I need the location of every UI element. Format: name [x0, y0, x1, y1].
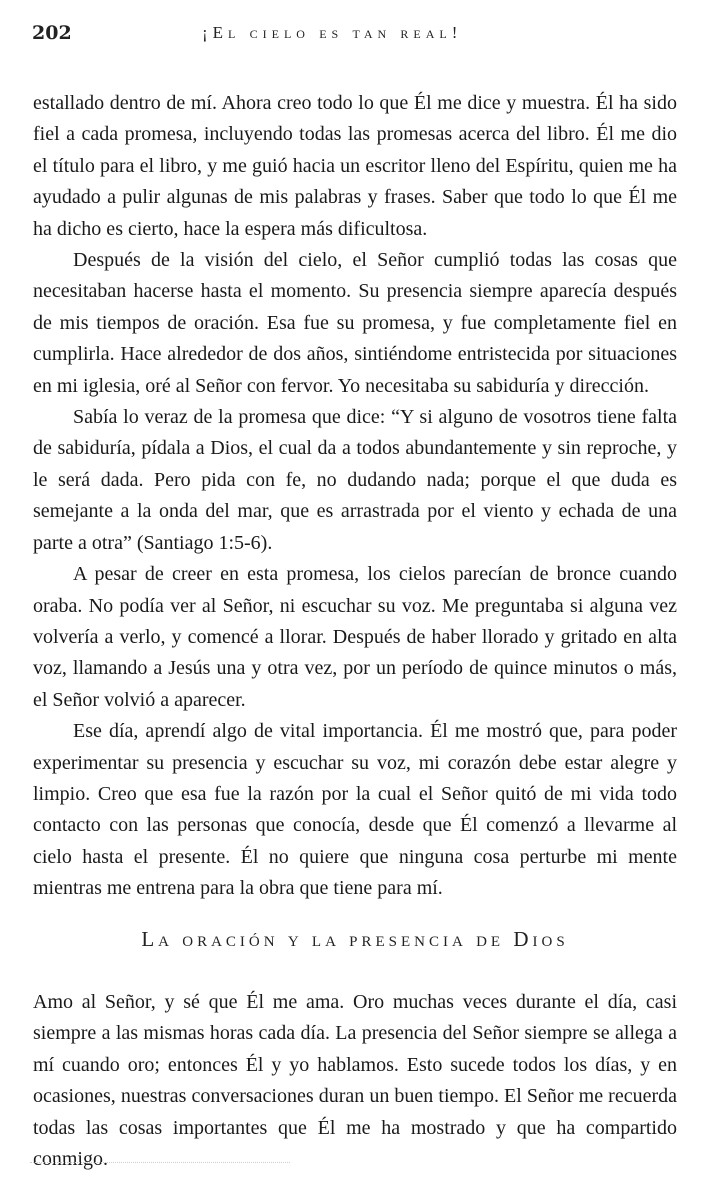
paragraph: Sabía lo veraz de la promesa que dice: “Y si alguno de vosotros tiene falta de sabiduría, pídala a Dios, el cual da a todos abundantemente y sin reproche, y le será dada. Pero pida con fe, no dudando nada; porque el que duda es semejante a la onda del mar, que es arrastrada por el viento y echada de una parte a otra” (Santiago 1:5-6).: [33, 406, 677, 554]
paragraph: Amo al Señor, y sé que Él me ama. Oro muchas veces durante el día, casi siempre a las mismas horas cada día. La presencia del Señor siempre se allega a mí cuando oro; entonces Él y yo hablamos. Esto sucede todos los días, y en ocasiones, nuestras conversaciones duran un buen tiempo. El Señor me recuerda todas las cosas importantes que Él me ha mostrado y que ha compartido conmigo.: [33, 991, 677, 1171]
section-heading: La oración y la presencia de Dios: [141, 927, 569, 951]
paragraph: Ese día, aprendí algo de vital importancia. Él me mostró que, para poder experimentar su presencia y escuchar su voz, mi corazón debe estar alegre y limpio. Creo que esa fue la razón por la cual el Señor quitó de mi vida todo contacto con las personas que conocía, desde que Él comenzó a llevarme al cielo hasta el presente. Él no quiere que ninguna cosa perturbe mi mente mientras me entrena para la obra que tiene para mí.: [33, 720, 677, 900]
section-body: [33, 987, 677, 1175]
paragraph: A pesar de creer en esta promesa, los cielos parecían de bronce cuando oraba. No podía ver al Señor, ni escuchar su voz. Me preguntaba si alguna vez volvería a verlo, y comencé a llorar. Después de haber llorado y gritado en alta voz, llamando a Jesús una y otra vez, por un período de quince minutos o más, el Señor volvió a aparecer.: [33, 563, 677, 711]
scan-artifact: [30, 1162, 290, 1167]
running-title: ¡El cielo es tan real!: [202, 23, 463, 42]
paragraph-continued: estallado dentro de mí. Ahora creo todo lo que Él me dice y muestra. Él ha sido fiel a cada promesa, incluyendo todas las promesas acerca del libro. Él me dio el título para el libro, y me guió hacia un escritor lleno del Espíritu, quien me ha ayudado a pulir algunas de mis palabras y frases. Saber que todo lo que Él me ha dicho es cierto, hace la espera más dificultosa.: [33, 92, 677, 240]
paragraph: Después de la visión del cielo, el Señor cumplió todas las cosas que necesitaban hacerse hasta el momento. Su presencia siempre aparecía después de mis tiempos de oración. Esa fue su promesa, y fue completamente fiel en cumplirla. Hace alrededor de dos años, sintiéndome entristecida por situaciones en mi iglesia, oré al Señor con fervor. Yo necesitaba su sabiduría y dirección.: [33, 249, 677, 397]
page-header: [32, 22, 686, 52]
page-number: 202: [32, 22, 72, 44]
chapter-body: [33, 88, 677, 905]
